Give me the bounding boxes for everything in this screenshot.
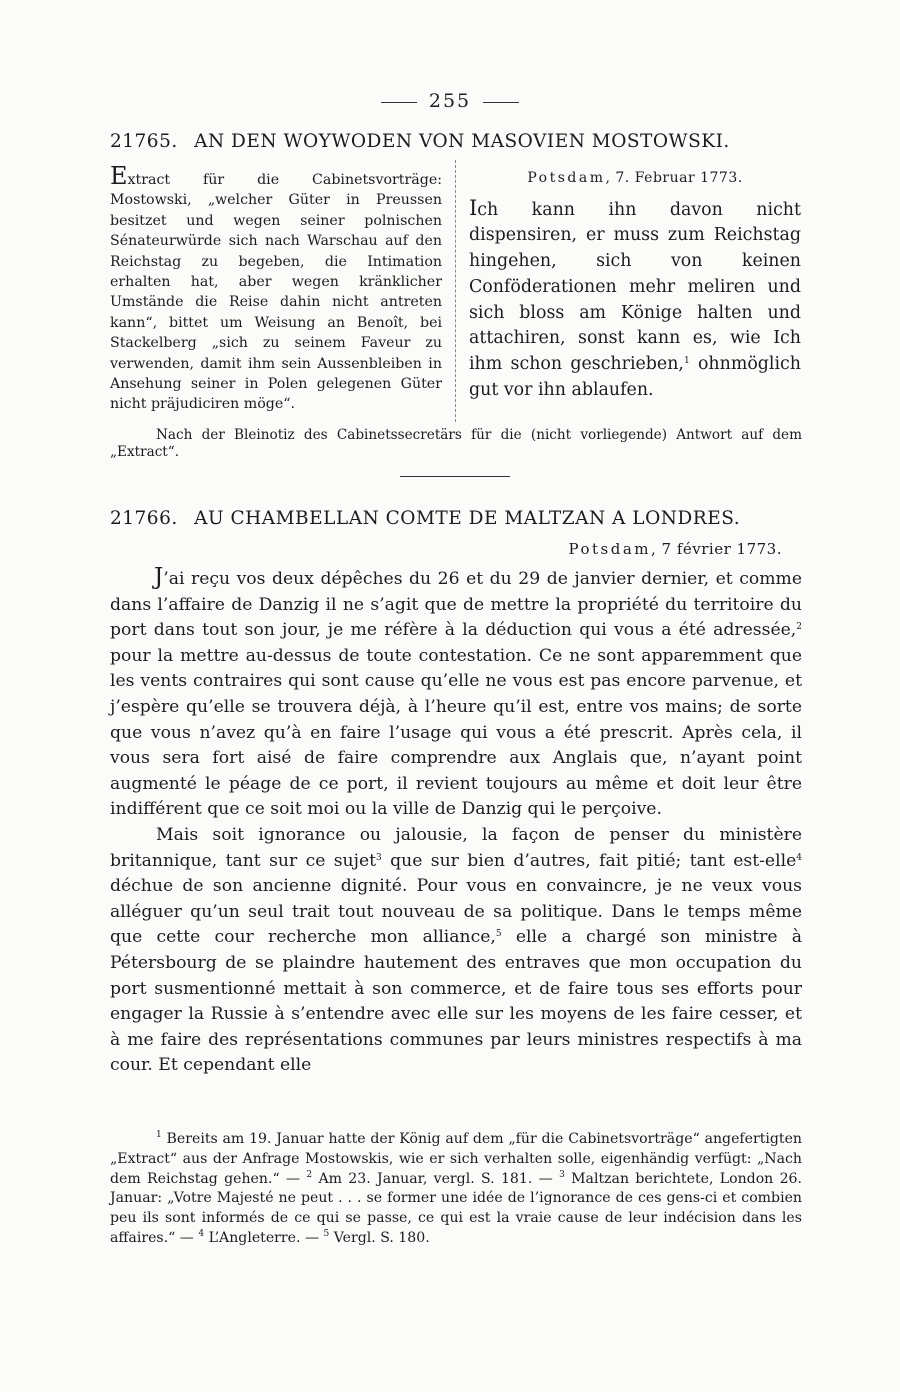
- dateline-place: Potsdam: [527, 170, 606, 186]
- page-number-dash-right: [483, 102, 519, 103]
- paragraph-2-text-c: déchue de son ancienne dignité. Pour vous en convaincre, je ne veux vous alléguer qu’un seul trait tout nouveau de sa politique. Dans le temps même que cette cour recherche mon alliance,: [110, 876, 802, 948]
- footnote-ref-3: 3: [376, 852, 382, 863]
- paragraph-initial: J: [154, 564, 164, 590]
- paragraph-1: [110, 565, 802, 823]
- letter-21765-heading: [110, 131, 802, 152]
- extract-initial: E: [110, 162, 128, 190]
- paragraph-1-text-a: ’ai reçu vos deux dépêches du 26 et du 29 de janvier dernier, et comme dans l’affaire de Danzig il ne s’agit que de mettre la propriété du territoire du port dans tout son jour, je me réfère à la déduction qui vous a été adressée,: [110, 569, 802, 641]
- footnote-2: Am 23. Januar, vergl. S. 181. —: [312, 1170, 560, 1187]
- letter-number: 21766.: [110, 508, 178, 529]
- footnote-mark-5: 5: [323, 1228, 330, 1239]
- footnote-ref-4: 4: [796, 852, 802, 863]
- editorial-note: Nach der Bleinotiz des Cabinetssecretärs für die (nicht vorliegende) Antwort auf dem „Extract“.: [110, 427, 802, 460]
- footnote-mark-2: 2: [306, 1169, 313, 1180]
- page-number: [0, 90, 900, 112]
- paragraph-2-text-a: Mais soit ignorance ou jalousie, la façon de penser du ministère britannique, tant sur ce sujet: [110, 824, 802, 871]
- reply-column: [469, 166, 801, 403]
- dateline-place: Potsdam: [568, 540, 652, 558]
- reply-text-a: ch kann ihn davon nicht dispensiren, er muss zum Reichstag hingehen, sich von keinen Conföderationen mehr meliren und sich bloss am Könige halten und attachiren, sonst kann es, wie Ich ihm schon geschrieben,: [469, 199, 801, 374]
- letter-21765-dateline: [469, 166, 801, 192]
- letter-21766-body: [110, 565, 802, 1079]
- letter-21766-heading: [110, 508, 802, 529]
- extract-column: [110, 162, 442, 415]
- footnotes: [110, 1130, 802, 1249]
- extract-text: xtract für die Cabinetsvorträge: Mostowski, „welcher Güter in Preussen besitzet und wegen seiner polnischen Sénateurwürde sich nach Warschau auf den Reichstag zu begeben, die Intimation erhalten hat, aber wegen kränklicher Umstände die Reise dahin nicht antreten kann“, bittet um Weisung an Benoît, bei Stackelberg „sich zu seinem Faveur zu verwenden, damit ihm sein Aussenbleiben in Ansehung seiner in Polen gelegenen Güter nicht präjudiciren möge“.: [110, 172, 442, 413]
- footnote-ref-5: 5: [495, 929, 502, 940]
- footnote-3: Maltzan berichtete, London 26. Januar: „Votre Majesté ne peut . . . se former une idée de l’ignorance de ces gens-ci et combien peu ils sont informés de ce qui se passe, ce qui est la vraie cause de leur indécision dans les affaires.“ —: [110, 1170, 802, 1246]
- page-number-dash-left: [381, 102, 417, 103]
- dateline-date: , 7 février 1773.: [651, 540, 782, 558]
- reply-initial: I: [469, 195, 478, 220]
- footnote-1: Bereits am 19. Januar hatte der König auf dem „für die Cabinetsvorträge“ angefertigten „Extract“ aus der Anfrage Mostowskis, wie er sich verhalten solle, eigenhändig verfügt: „Nach dem Reichstag gehen.“ —: [110, 1131, 802, 1187]
- paragraph-2: [110, 823, 802, 1079]
- footnote-mark-1: 1: [156, 1130, 162, 1140]
- footnote-ref-2: 2: [796, 622, 802, 633]
- letter-title: AN DEN WOYWODEN VON MASOVIEN MOSTOWSKI.: [194, 131, 730, 152]
- footnote-4: L’Angleterre. —: [204, 1229, 324, 1246]
- paragraph-1-text-b: pour la mettre au-dessus de toute contestation. Ce ne sont apparemment que les vents contraires qui sont cause qu’elle ne vous est pas encore parvenue, et j’espère qu’elle se trouvera déjà, à l’heure qu’il est, entre vos mains; de sorte que vous n’avez qu’à en faire l’usage qui vous a été prescrit. Après cela, il vous sera fort aisé de faire comprendre aux Anglais que, n’ayant point augmenté le péage de ce port, il revient toujours au même et doit leur être indifférent que ce soit moi ou la ville de Danzig qui le perçoive.: [110, 645, 802, 820]
- dateline-date: , 7. Februar 1773.: [605, 170, 743, 186]
- section-separator: [400, 476, 510, 477]
- reply-text: [469, 196, 801, 404]
- reply-text-b: ohnmöglich gut vor ihn ablaufen.: [469, 353, 801, 400]
- column-divider: [455, 160, 456, 422]
- footnote-mark-3: 3: [559, 1169, 565, 1180]
- letter-title: AU CHAMBELLAN COMTE DE MALTZAN A LONDRES.: [194, 508, 741, 529]
- letter-21766-dateline: [569, 540, 783, 558]
- letter-number: 21765.: [110, 131, 178, 152]
- footnote-5: Vergl. S. 180.: [329, 1229, 430, 1246]
- paragraph-2-text-d: elle a chargé son ministre à Pétersbourg de se plaindre hautement des entraves que mon occupation du port susmentionné mettait à son commerce, et de faire tous ses efforts pour engager la Russie à s’entendre avec elle sur les moyens de les faire cesser, et à me faire des représentations communes par leurs ministres respectifs à ma cour. Et cependant elle: [110, 927, 802, 1076]
- footnote-ref-1: 1: [683, 355, 690, 366]
- footnote-mark-4: 4: [198, 1228, 205, 1239]
- page-number-value: 255: [428, 90, 472, 112]
- paragraph-2-text-b: que sur bien d’autres, fait pitié; tant est-elle: [381, 850, 797, 871]
